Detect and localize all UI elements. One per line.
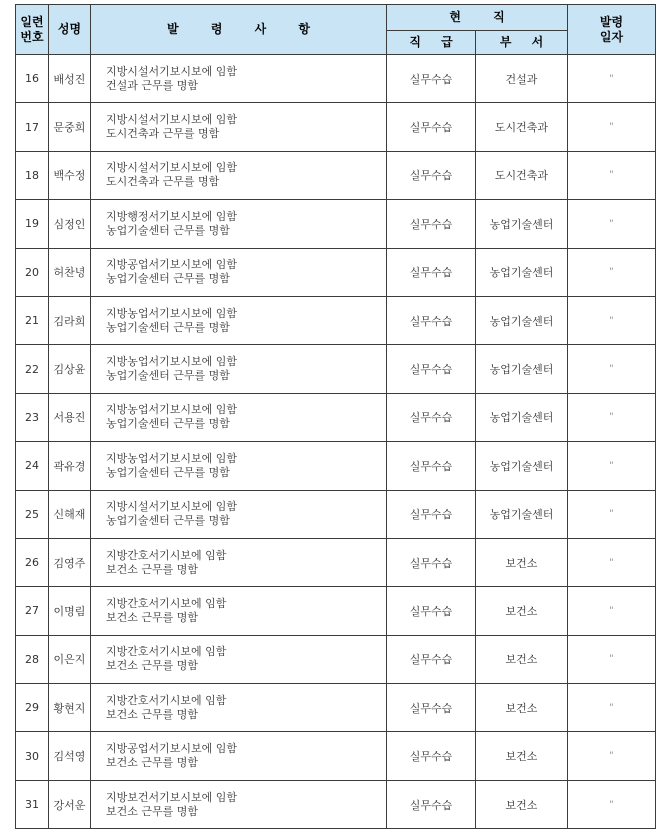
serial-number-cell: 31 — [16, 780, 49, 828]
department-cell: 농업기술센터 — [476, 345, 568, 393]
table-body — [16, 55, 656, 829]
serial-number-cell: 18 — [16, 151, 49, 199]
rank-cell: 실무수습 — [387, 151, 476, 199]
appointment-matter-cell — [91, 538, 387, 586]
appointment-line: 지방간호서기시보에 임함 — [106, 596, 227, 610]
date-cell: " — [568, 442, 656, 490]
department-cell: 농업기술센터 — [476, 248, 568, 296]
department-cell: 농업기술센터 — [476, 393, 568, 441]
assignment-line: 도시건축과 근무를 명함 — [106, 127, 220, 141]
header-appointment-date: 발령 일자 — [568, 5, 656, 55]
assignment-line: 농업기술센터 근무를 명함 — [106, 272, 230, 286]
date-cell: " — [568, 393, 656, 441]
name-cell: 문중희 — [49, 103, 91, 151]
table-row — [16, 393, 656, 441]
rank-cell: 실무수습 — [387, 55, 476, 103]
date-cell: " — [568, 248, 656, 296]
appointment-matter-cell — [91, 296, 387, 344]
department-cell: 도시건축과 — [476, 103, 568, 151]
serial-number-cell: 27 — [16, 587, 49, 635]
name-cell: 김석영 — [49, 732, 91, 780]
serial-number-cell: 28 — [16, 635, 49, 683]
appointment-matter-cell — [91, 248, 387, 296]
appointment-line: 지방시설서기보시보에 임함 — [106, 64, 238, 78]
assignment-line: 농업기술센터 근무를 명함 — [106, 320, 230, 334]
table-row — [16, 587, 656, 635]
rank-cell: 실무수습 — [387, 103, 476, 151]
appointment-line: 지방농업서기보시보에 임함 — [106, 306, 238, 320]
appointment-matter-cell — [91, 490, 387, 538]
serial-number-cell: 25 — [16, 490, 49, 538]
table-row — [16, 151, 656, 199]
date-cell: " — [568, 684, 656, 732]
table-row — [16, 780, 656, 828]
appointment-matter-cell — [91, 732, 387, 780]
appointment-matter-cell — [91, 200, 387, 248]
department-cell: 보건소 — [476, 538, 568, 586]
appointment-matter-cell — [91, 103, 387, 151]
assignment-line: 보건소 근무를 명함 — [106, 659, 199, 673]
appointment-matter-cell — [91, 780, 387, 828]
header-serial-number: 일련 번호 — [16, 5, 49, 55]
rank-cell: 실무수습 — [387, 393, 476, 441]
header-appointment-matter: 발 령 사 항 — [91, 5, 387, 55]
assignment-line: 보건소 근무를 명함 — [106, 562, 199, 576]
department-cell: 농업기술센터 — [476, 490, 568, 538]
assignment-line: 건설과 근무를 명함 — [106, 78, 199, 92]
date-cell: " — [568, 490, 656, 538]
department-cell: 보건소 — [476, 684, 568, 732]
table-row — [16, 103, 656, 151]
table-row — [16, 296, 656, 344]
appointment-line: 지방시설서기보시보에 임함 — [106, 113, 238, 127]
department-cell: 보건소 — [476, 587, 568, 635]
rank-cell: 실무수습 — [387, 345, 476, 393]
name-cell: 강서운 — [49, 780, 91, 828]
name-cell: 이명림 — [49, 587, 91, 635]
serial-number-cell: 20 — [16, 248, 49, 296]
name-cell: 배성진 — [49, 55, 91, 103]
department-cell: 건설과 — [476, 55, 568, 103]
serial-number-cell: 21 — [16, 296, 49, 344]
rank-cell: 실무수습 — [387, 732, 476, 780]
table-row — [16, 684, 656, 732]
date-cell: " — [568, 151, 656, 199]
rank-cell: 실무수습 — [387, 490, 476, 538]
appointment-line: 지방공업서기보시보에 임함 — [106, 742, 238, 756]
date-cell: " — [568, 345, 656, 393]
appointment-matter-cell — [91, 587, 387, 635]
assignment-line: 농업기술센터 근무를 명함 — [106, 417, 230, 431]
header-name: 성명 — [49, 5, 91, 55]
rank-cell: 실무수습 — [387, 635, 476, 683]
name-cell: 심정인 — [49, 200, 91, 248]
appointment-matter-cell — [91, 684, 387, 732]
rank-cell: 실무수습 — [387, 538, 476, 586]
appointment-matter-cell — [91, 345, 387, 393]
date-cell: " — [568, 200, 656, 248]
assignment-line: 보건소 근무를 명함 — [106, 756, 199, 770]
date-cell: " — [568, 635, 656, 683]
department-cell: 보건소 — [476, 635, 568, 683]
serial-number-cell: 22 — [16, 345, 49, 393]
appointment-matter-cell — [91, 55, 387, 103]
department-cell: 보건소 — [476, 780, 568, 828]
assignment-line: 보건소 근무를 명함 — [106, 610, 199, 624]
table-row — [16, 345, 656, 393]
date-cell: " — [568, 103, 656, 151]
date-cell: " — [568, 55, 656, 103]
appointment-matter-cell — [91, 635, 387, 683]
assignment-line: 농업기술센터 근무를 명함 — [106, 369, 230, 383]
serial-number-cell: 16 — [16, 55, 49, 103]
name-cell: 김상윤 — [49, 345, 91, 393]
appointment-line: 지방간호서기시보에 임함 — [106, 645, 227, 659]
table-row — [16, 538, 656, 586]
assignment-line: 도시건축과 근무를 명함 — [106, 175, 220, 189]
table-row — [16, 732, 656, 780]
date-cell: " — [568, 732, 656, 780]
assignment-line: 농업기술센터 근무를 명함 — [106, 465, 230, 479]
name-cell: 곽유경 — [49, 442, 91, 490]
appointment-line: 지방간호서기시보에 임함 — [106, 548, 227, 562]
serial-number-cell: 30 — [16, 732, 49, 780]
department-cell: 보건소 — [476, 732, 568, 780]
header-department: 부 서 — [476, 31, 568, 55]
appointment-line: 지방시설서기보시보에 임함 — [106, 161, 238, 175]
name-cell: 황현지 — [49, 684, 91, 732]
rank-cell: 실무수습 — [387, 442, 476, 490]
appointment-line: 지방보건서기보시보에 임함 — [106, 790, 238, 804]
serial-number-cell: 26 — [16, 538, 49, 586]
rank-cell: 실무수습 — [387, 248, 476, 296]
serial-number-cell: 19 — [16, 200, 49, 248]
appointment-line: 지방농업서기보시보에 임함 — [106, 451, 238, 465]
name-cell: 이은지 — [49, 635, 91, 683]
appointment-matter-cell — [91, 442, 387, 490]
table-row — [16, 248, 656, 296]
appointment-matter-cell — [91, 393, 387, 441]
date-cell: " — [568, 296, 656, 344]
appointment-line: 지방공업서기보시보에 임함 — [106, 258, 238, 272]
table-row — [16, 55, 656, 103]
rank-cell: 실무수습 — [387, 200, 476, 248]
appointment-line: 지방행정서기보시보에 임함 — [106, 209, 238, 223]
table-row — [16, 490, 656, 538]
rank-cell: 실무수습 — [387, 296, 476, 344]
assignment-line: 농업기술센터 근무를 명함 — [106, 514, 230, 528]
department-cell: 농업기술센터 — [476, 200, 568, 248]
appointment-table — [15, 4, 656, 829]
rank-cell: 실무수습 — [387, 684, 476, 732]
name-cell: 김라희 — [49, 296, 91, 344]
header-current-position: 현 직 — [387, 5, 568, 31]
name-cell: 신해재 — [49, 490, 91, 538]
serial-number-cell: 24 — [16, 442, 49, 490]
appointment-line: 지방농업서기보시보에 임함 — [106, 403, 238, 417]
serial-number-cell: 17 — [16, 103, 49, 151]
assignment-line: 보건소 근무를 명함 — [106, 707, 199, 721]
header-rank: 직 급 — [387, 31, 476, 55]
date-cell: " — [568, 780, 656, 828]
table-header — [16, 5, 656, 55]
rank-cell: 실무수습 — [387, 780, 476, 828]
name-cell: 김영주 — [49, 538, 91, 586]
appointment-matter-cell — [91, 151, 387, 199]
rank-cell: 실무수습 — [387, 587, 476, 635]
department-cell: 농업기술센터 — [476, 296, 568, 344]
table-row — [16, 442, 656, 490]
assignment-line: 보건소 근무를 명함 — [106, 804, 199, 818]
appointment-line: 지방간호서기시보에 임함 — [106, 693, 227, 707]
table-row — [16, 635, 656, 683]
department-cell: 도시건축과 — [476, 151, 568, 199]
appointment-line: 지방농업서기보시보에 임함 — [106, 355, 238, 369]
table-row — [16, 200, 656, 248]
serial-number-cell: 23 — [16, 393, 49, 441]
name-cell: 서용진 — [49, 393, 91, 441]
serial-number-cell: 29 — [16, 684, 49, 732]
name-cell: 백수정 — [49, 151, 91, 199]
appointment-line: 지방시설서기보시보에 임함 — [106, 500, 238, 514]
assignment-line: 농업기술센터 근무를 명함 — [106, 223, 230, 237]
date-cell: " — [568, 587, 656, 635]
date-cell: " — [568, 538, 656, 586]
name-cell: 허찬녕 — [49, 248, 91, 296]
department-cell: 농업기술센터 — [476, 442, 568, 490]
